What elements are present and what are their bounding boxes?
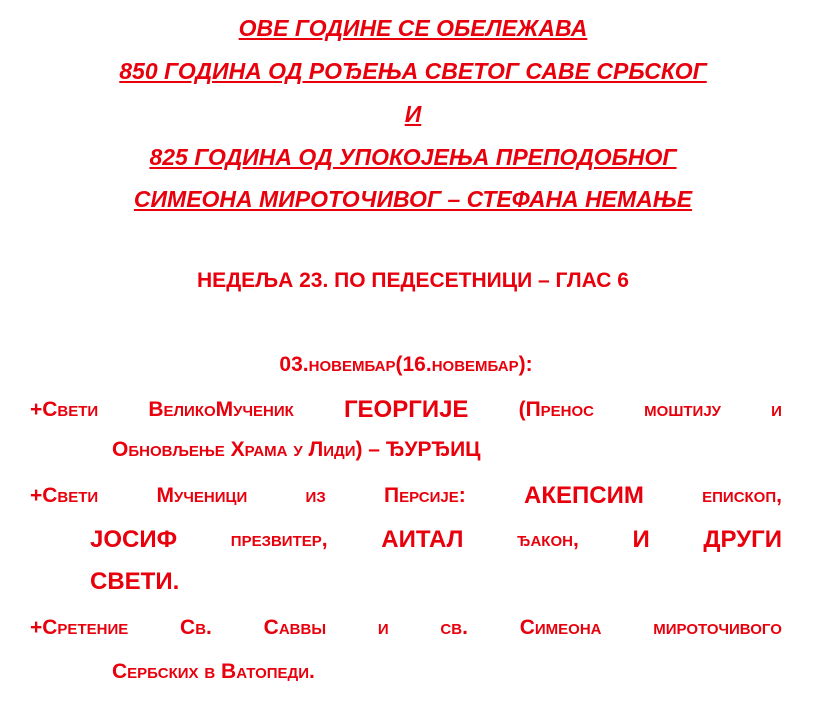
title-line-1: ОВЕ ГОДИНЕ СЕ ОБЕЛЕЖАВА: [238, 15, 588, 41]
date-paren-close: ):: [518, 353, 533, 376]
title-line-3: И: [404, 101, 422, 127]
entry-word: Симеона: [519, 616, 602, 639]
entry-word: АКЕПСИМ: [524, 482, 644, 509]
sunday-heading: НЕДЕЉА 23. ПО ПЕДЕСЕТНИЦИ – ГЛАС 6: [197, 269, 629, 292]
entry-word: СВЕТИ.: [90, 568, 180, 595]
entry-word: ђакон,: [517, 528, 579, 551]
entry-word: епископ,: [702, 484, 782, 507]
entry-word: мироточивого: [653, 616, 782, 639]
entry-word: АИТАЛ: [381, 526, 464, 553]
entry-word: ВеликоМученик: [148, 398, 294, 421]
entry-word: (Пренос: [518, 398, 595, 421]
entry-2-line-3: [90, 567, 179, 598]
title-line-5: СИМЕОНА МИРОТОЧИВОГ – СТЕФАНА НЕМАЊЕ: [133, 186, 693, 212]
title-line-2: 850 ГОДИНА ОД РОЂЕЊА СВЕТОГ САВЕ СРБСКОГ: [119, 58, 707, 84]
date-month-old: новембар: [308, 353, 396, 376]
entry-word: Саввы: [263, 616, 327, 639]
date-paren-open: (: [395, 353, 403, 376]
date-line: [0, 352, 812, 378]
entry-word: презвитер,: [230, 528, 328, 551]
date-day-new: 16.: [402, 353, 432, 376]
entry-word: из: [305, 484, 326, 507]
entry-word: Персије:: [384, 484, 466, 507]
entry-1-line-1: [30, 395, 782, 425]
entry-3-line-1: [30, 613, 782, 643]
entry-word: +Свети: [30, 484, 99, 507]
entry-word: Св.: [180, 616, 212, 639]
date-day-old: 03.: [279, 353, 309, 376]
entry-word: и: [771, 398, 782, 421]
entry-word: ГЕОРГИЈЕ: [343, 396, 469, 423]
entry-word: +Сретение: [30, 616, 129, 639]
entry-1-line-2: Обновљење Храма у Лиди) – ЂУРЂИЦ: [112, 438, 481, 461]
date-month-new: новембар: [431, 353, 519, 376]
entry-word: ДРУГИ: [703, 526, 782, 553]
entry-word: св.: [440, 616, 468, 639]
entry-word: и: [377, 616, 389, 639]
entry-2-line-2: [90, 525, 782, 555]
entry-3-line-2: Сербских в Ватопеди.: [112, 660, 315, 683]
entry-word: ЈОСИФ: [90, 526, 178, 553]
entry-2-line-1: [30, 481, 782, 511]
entry-word: И: [632, 526, 650, 553]
entry-word: моштију: [644, 398, 722, 421]
entry-word: +Свети: [30, 398, 99, 421]
entry-word: Мученици: [156, 484, 248, 507]
title-line-4: 825 ГОДИНА ОД УПОКОЈЕЊА ПРЕПОДОБНОГ: [149, 144, 677, 170]
